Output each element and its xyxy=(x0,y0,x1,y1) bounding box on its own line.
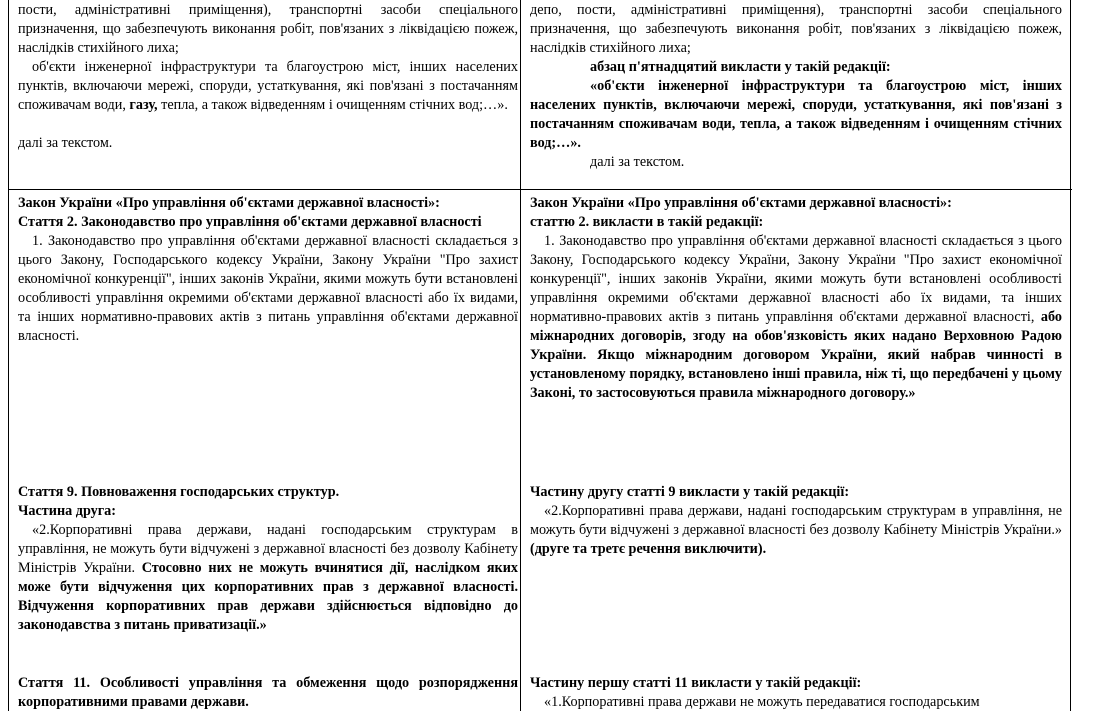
row3-left-p1-text: «2.Корпоративні права держави, надані господарським структурам в управління, не можуть бути відчужені з державної власності без дозволу Кабінету Міністрів України. xyxy=(18,522,518,576)
row4-left-cell xyxy=(18,674,518,712)
row1-right-p1: депо, пости, адміністративні приміщення), транспортні засоби спеціального призначення, що забезпечують виконання робіт, пов'язаних з ліквідацією пожеж, наслідків стихійного лиха; xyxy=(530,2,1062,56)
row1-left-p2-end: тепла, а також відведенням і очищенням стічних вод;…». xyxy=(157,97,508,113)
row2-right-cell xyxy=(530,194,1062,403)
row1-left-p2-bold: газу, xyxy=(129,97,158,113)
row1-right-p4: далі за текстом. xyxy=(590,154,685,170)
table-border-right xyxy=(1070,0,1071,711)
row4-left-heading: Стаття 11. Особливості управління та обмеження щодо розпорядження корпоративними правами держави. xyxy=(18,675,518,710)
row3-left-p1 xyxy=(18,521,518,635)
row4-right-instruction: Частину першу статті 11 викласти у такій редакції: xyxy=(530,675,862,691)
row3-left-subheading: Частина друга: xyxy=(18,503,116,519)
row1-left-p3: далі за текстом. xyxy=(18,135,113,151)
row3-left-p1-bold: Стосовно них не можуть вчинятися дії, наслідком яких може бути відчуження цих корпоративних прав з державної власності. Відчуження корпоративних прав держави здійснюється відповідно до законодавства з питань приватизації.» xyxy=(18,560,518,633)
row1-right-p2: абзац п'ятнадцятий викласти у такій редакції: xyxy=(590,59,891,75)
table-row-divider xyxy=(8,189,1072,190)
row2-right-p1-bold: або міжнародних договорів, згоду на обов'язковість яких надано Верховною Радою України. Якщо міжнародним договором України, який набрав чинності в установленому порядку, встановлено інші правила, ніж ті, що передбачені у цьому Законі, то застосовуються правила міжнародного договору.» xyxy=(530,309,1062,401)
row2-right-p1 xyxy=(530,232,1062,403)
row3-left-cell xyxy=(18,483,518,635)
row2-left-p1: 1. Законодавство про управління об'єктами державної власності складається з цього Закону, Господарського кодексу України, Закону України "Про захист економічної конкуренції", інших законів України, якими можуть бути встановлені особливості управління окремими об'єктами державної власності або їх видами, та інших нормативно-правових актів з питань управління об'єктами державної власності. xyxy=(18,233,518,344)
row1-right-p3: «об'єкти інженерної інфраструктури та благоустрою міст, інших населених пунктів, включаючи мережі, споруди, устаткування, які пов'язані з постачанням споживачам води, тепла, а також відведенням і очищенням стічних вод;…». xyxy=(530,78,1062,151)
row4-right-cell xyxy=(530,674,1062,712)
row1-left-cell xyxy=(18,1,518,153)
row3-right-cell xyxy=(530,483,1062,559)
row1-right-cell xyxy=(530,1,1062,172)
row2-right-p1-text: 1. Законодавство про управління об'єктами державної власності складається з цього Закону, Господарського кодексу України, Закону України "Про захист економічної конкуренції", інших законів України, якими можуть бути встановлені особливості управління окремими об'єктами державної власності або їх видами, та інших нормативно-правових актів з питань управління об'єктами державної власності, xyxy=(530,233,1062,325)
row1-left-p2-text: об'єкти інженерної інфраструктури та благоустрою міст, інших населених пунктів, включаючи мережі, споруди, устаткування, які пов'язані з постачанням споживачам води, xyxy=(18,59,518,113)
row3-left-heading: Стаття 9. Повноваження господарських структур. xyxy=(18,484,340,500)
row2-left-cell xyxy=(18,194,518,346)
row3-right-p1 xyxy=(530,502,1062,559)
document-page xyxy=(8,0,1072,711)
row2-right-instruction: статтю 2. викласти в такій редакції: xyxy=(530,214,764,230)
row2-left-heading: Закон України «Про управління об'єктами державної власності»: xyxy=(18,195,440,211)
row2-left-article-title: Стаття 2. Законодавство про управління об'єктами державної власності xyxy=(18,214,482,230)
row3-right-p1-text: «2.Корпоративні права держави, надані господарським структурам в управління, не можуть бути відчужені з державної власності без дозволу Кабінету Міністрів України.» xyxy=(530,503,1062,538)
row4-right-p1: «1.Корпоративні права держави не можуть передаватися господарським xyxy=(544,694,980,710)
row1-left-p2 xyxy=(18,58,518,115)
row3-right-p1-bold: (друге та третє речення виключити). xyxy=(530,541,767,557)
table-column-divider xyxy=(520,0,521,711)
row2-right-heading: Закон України «Про управління об'єктами державної власності»: xyxy=(530,195,952,211)
row3-right-instruction: Частину другу статті 9 викласти у такій редакції: xyxy=(530,484,850,500)
table-border-left xyxy=(8,0,9,711)
row1-left-p1: пости, адміністративні приміщення), транспортні засоби спеціального призначення, що забезпечують виконання робіт, пов'язаних з ліквідацією пожеж, наслідків стихійного лиха; xyxy=(18,2,518,56)
